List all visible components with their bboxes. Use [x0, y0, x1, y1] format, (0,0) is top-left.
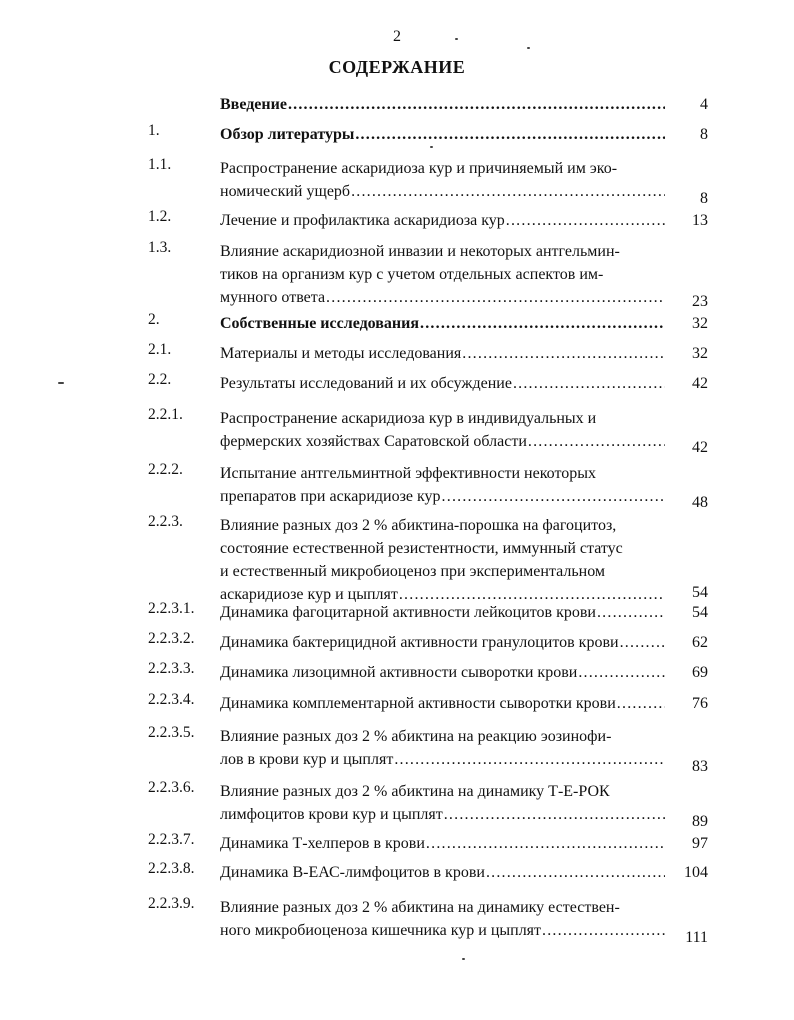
toc-entry-title-line: Обзор литературы	[220, 126, 355, 143]
toc-entry-number: 2.1.	[148, 341, 172, 358]
dot-leader	[620, 631, 665, 654]
toc-entry-title-line: Материалы и методы исследования	[220, 345, 462, 362]
toc-entry-title-line: аскаридиозе кур и цыплят	[220, 586, 398, 603]
dot-leader	[394, 748, 665, 771]
toc-entry-number: 1.2.	[148, 208, 172, 225]
scan-speck	[462, 958, 465, 960]
dot-leader	[542, 919, 665, 942]
dot-leader	[486, 861, 665, 884]
dot-leader	[444, 803, 665, 826]
dot-leader	[578, 661, 665, 684]
toc-entry-number: 2.2.3.2.	[148, 630, 195, 647]
toc-entry-title-line: Динамика комплементарной активности сыворотки крови	[220, 695, 616, 712]
toc-entry-page: 69	[692, 664, 708, 681]
toc-entry-title-line: тиков на организм кур с учетом отдельных аспектов им-	[220, 266, 604, 283]
toc-entry-title-line: Влияние разных доз 2 % абиктина на реакцию эозинофи-	[220, 728, 612, 745]
toc-entry-page: 32	[692, 345, 708, 362]
dot-leader	[506, 209, 665, 232]
toc-entry-title-line: лимфоцитов крови кур и цыплят	[220, 806, 443, 823]
dot-leader	[462, 342, 665, 365]
toc-entry-title-line: Влияние аскаридиозной инвазии и некоторых антгельмин-	[220, 243, 620, 260]
toc-entry-page: 89	[692, 813, 708, 830]
toc-entry-page: 97	[692, 835, 708, 852]
toc-entry-number: 2.2.3.	[148, 513, 183, 530]
dot-leader	[420, 312, 665, 335]
toc-entry-number: 2.2.3.7.	[148, 831, 195, 848]
toc-entry-page: 23	[692, 293, 708, 310]
toc-entry-page: 8	[700, 126, 708, 143]
toc-entry-title-line: Влияние разных доз 2 % абиктина на динамику Т-Е-РОК	[220, 783, 610, 800]
toc-entry-title-line: Влияние разных доз 2 % абиктина на динамику естествен-	[220, 899, 620, 916]
toc-entry-title	[220, 157, 665, 203]
toc-entry-title-line: ного микробиоценоза кишечника кур и цыплят	[220, 922, 542, 939]
dot-leader	[617, 692, 665, 715]
page-number: 2	[393, 28, 401, 45]
toc-entry-title	[220, 861, 665, 884]
toc-entry-title	[220, 692, 665, 715]
toc-entry-title-line: Лечение и профилактика аскаридиоза кур	[220, 212, 505, 229]
toc-entry-title	[220, 372, 665, 395]
toc-entry-title-line: Динамика Т-хелперов в крови	[220, 835, 425, 852]
toc-entry-title-line: Динамика бактерицидной активности гранулоцитов крови	[220, 634, 619, 651]
scan-speck	[430, 146, 433, 148]
toc-entry-title	[220, 832, 665, 855]
toc-entry-title-line: Введение	[220, 96, 287, 113]
toc-entry-title-line: препаратов при аскаридиозе кур	[220, 488, 441, 505]
toc-entry-page: 76	[692, 695, 708, 712]
dot-leader	[355, 123, 665, 146]
scan-speck	[58, 382, 64, 384]
toc-entry-title	[220, 896, 665, 942]
toc-entry-title-line: Распространение аскаридиоза кур и причиняемый им эко-	[220, 160, 618, 177]
toc-entry-title	[220, 661, 665, 684]
toc-entry-title-line: состояние естественной резистентности, иммунный статус	[220, 540, 623, 557]
toc-entry-title	[220, 93, 665, 116]
toc-entry-number: 2.	[148, 311, 160, 328]
toc-entry-number: 2.2.3.9.	[148, 895, 195, 912]
dot-leader	[351, 180, 665, 203]
toc-entry-page: 8	[700, 190, 708, 207]
toc-entry-number: 2.2.2.	[148, 461, 183, 478]
toc-entry-page: 13	[692, 212, 708, 229]
toc-entry-page: 4	[700, 96, 708, 113]
toc-entry-number: 2.2.1.	[148, 406, 183, 423]
toc-entry-page: 54	[692, 604, 708, 621]
toc-entry-title	[220, 631, 665, 654]
toc-entry-title	[220, 123, 665, 146]
toc-entry-number: 2.2.	[148, 371, 172, 388]
toc-entry-title	[220, 601, 665, 624]
toc-entry-title	[220, 780, 665, 826]
toc-entry-title	[220, 209, 665, 232]
toc-entry-title-line: Динамика лизоцимной активности сыворотки крови	[220, 664, 578, 681]
toc-entry-number: 2.2.3.5.	[148, 724, 195, 741]
dot-leader	[426, 832, 665, 855]
toc-entry-title	[220, 462, 665, 508]
dot-leader	[528, 430, 665, 453]
toc-entry-number: 1.3.	[148, 239, 172, 256]
scan-speck	[455, 38, 458, 40]
toc-entry-title	[220, 514, 665, 606]
toc-entry-number: 1.1.	[148, 156, 172, 173]
toc-entry-title-line: Результаты исследований и их обсуждение	[220, 375, 512, 392]
toc-entry-page: 104	[684, 864, 708, 881]
toc-entry-page: 42	[692, 439, 708, 456]
toc-entry-number: 1.	[148, 122, 160, 139]
dot-leader	[326, 286, 665, 309]
toc-entry-title-line: Собственные исследования	[220, 315, 420, 332]
toc-entry-page: 83	[692, 758, 708, 775]
toc-entry-page: 32	[692, 315, 708, 332]
toc-entry-page: 42	[692, 375, 708, 392]
toc-entry-title-line: Испытание антгельминтной эффективности некоторых	[220, 465, 596, 482]
toc-entry-page: 62	[692, 634, 708, 651]
dot-leader	[597, 601, 665, 624]
toc-entry-title	[220, 240, 665, 309]
toc-entry-title-line: Распространение аскаридиоза кур в индивидуальных и	[220, 410, 597, 427]
toc-entry-title-line: и естественный микробиоценоз при экспериментальном	[220, 563, 606, 580]
toc-entry-title-line: номический ущерб	[220, 183, 351, 200]
toc-entry-title-line: Динамика В-ЕАС-лимфоцитов в крови	[220, 864, 485, 881]
toc-entry-number: 2.2.3.8.	[148, 860, 195, 877]
toc-entry-number: 2.2.3.3.	[148, 660, 195, 677]
dot-leader	[513, 372, 665, 395]
toc-entry-title	[220, 407, 665, 453]
scan-speck	[527, 47, 530, 49]
toc-entry-number: 2.2.3.4.	[148, 691, 195, 708]
toc-entry-number: 2.2.3.6.	[148, 779, 195, 796]
toc-entry-title	[220, 725, 665, 771]
toc-entry-title-line: Динамика фагоцитарной активности лейкоцитов крови	[220, 604, 596, 621]
toc-entry-page: 48	[692, 494, 708, 511]
toc-entry-number: 2.2.3.1.	[148, 600, 195, 617]
toc-entry-title-line: Влияние разных доз 2 % абиктина-порошка на фагоцитоз,	[220, 517, 617, 534]
toc-entry-title	[220, 312, 665, 335]
toc-entry-title-line: лов в крови кур и цыплят	[220, 751, 394, 768]
dot-leader	[288, 93, 665, 116]
toc-entry-page: 54	[692, 584, 708, 601]
toc-entry-title	[220, 342, 665, 365]
toc-entry-title-line: мунного ответа	[220, 289, 326, 306]
page-title: СОДЕРЖАНИЕ	[328, 57, 466, 77]
toc-entry-title-line: фермерских хозяйствах Саратовской области	[220, 433, 527, 450]
dot-leader	[442, 485, 665, 508]
toc-entry-page: 111	[685, 929, 708, 946]
